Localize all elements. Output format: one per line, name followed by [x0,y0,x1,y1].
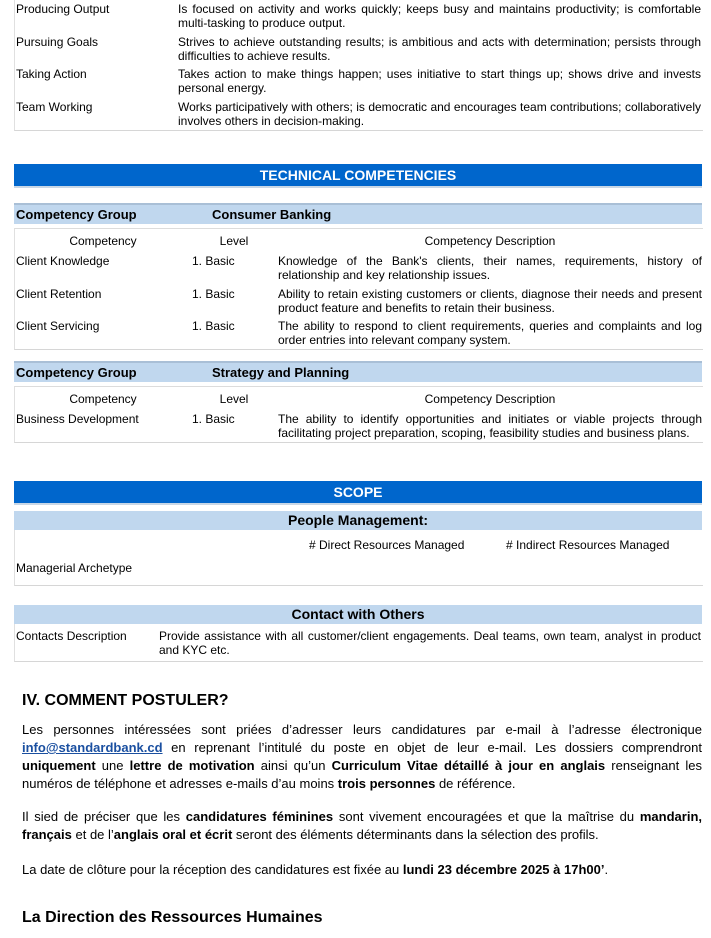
column-header-competency: Competency [69,234,137,248]
behavioural-competencies-table [14,0,703,131]
competency-name: Team Working [16,100,93,114]
competency-table-consumer-banking [14,228,703,350]
apply-paragraph-1 [22,721,702,793]
competency-group-name: Consumer Banking [212,207,332,222]
emphasis: Curriculum Vitae détaillé à jour en anglais [331,758,606,773]
emphasis: uniquement [22,758,96,773]
emphasis: candidatures féminines [185,809,334,824]
competency-description: Is focused on activity and works quickly; keeps busy and maintains productivity; is comfortable multi-tasking to produce output. [178,2,701,30]
text: ainsi qu’un [254,758,332,773]
level-cell: 1. Basic [192,254,235,268]
competency-cell: Business Development [16,412,139,426]
text: . [604,862,609,877]
column-header-level: Level [219,234,249,248]
contact-with-others-header: Contact with Others [14,605,702,624]
people-management-table [14,530,703,586]
technical-competencies-header: TECHNICAL COMPETENCIES [14,164,702,188]
competency-table-strategy-planning [14,386,703,443]
text: sont vivement encouragées et que la maîtrise du [333,809,640,824]
level-cell: 1. Basic [192,287,235,301]
managerial-archetype-label: Managerial Archetype [16,561,133,575]
competency-name: Producing Output [16,2,110,16]
people-management-header: People Management: [14,511,702,530]
emphasis: trois personnes [337,776,436,791]
competency-name: Taking Action [16,67,87,81]
competency-name: Pursuing Goals [16,35,99,49]
scope-header: SCOPE [14,481,702,505]
column-header-competency: Competency [69,392,137,406]
description-cell: The ability to identify opportunities and initiates or viable projects through facilitating project preparation, scoping, feasibility studies and business plans. [278,412,702,440]
description-cell: The ability to respond to client requirements, queries and complaints and log order entries into relevant company system. [278,319,702,347]
indirect-resources-label: # Indirect Resources Managed [506,538,670,552]
competency-description: Strives to achieve outstanding results; is ambitious and acts with determination; persists through difficulties to achieve results. [178,35,701,63]
description-cell: Knowledge of the Bank's clients, their names, requirements, history of relationship and key relationship issues. [278,254,702,282]
signature: La Direction des Ressources Humaines [22,909,323,926]
email-link[interactable]: info@standardbank.cd [22,740,163,755]
competency-cell: Client Knowledge [16,254,110,268]
level-cell: 1. Basic [192,412,235,426]
text: Les personnes intéressées sont priées d’adresser leurs candidatures par e-mail à l’adresse électronique [22,722,702,737]
competency-cell: Client Retention [16,287,102,301]
competency-group-label: Competency Group [16,365,137,380]
column-header-description: Competency Description [424,392,556,406]
text: une [95,758,130,773]
description-cell: Ability to retain existing customers or clients, diagnose their needs and present product feature and benefits to retain their business. [278,287,702,315]
apply-paragraph-2 [22,808,702,844]
direct-resources-label: # Direct Resources Managed [309,538,465,552]
competency-group-name: Strategy and Planning [212,365,350,380]
level-cell: 1. Basic [192,319,235,333]
competency-group-bar [14,203,702,224]
competency-cell: Client Servicing [16,319,100,333]
column-header-level: Level [219,392,249,406]
emphasis: anglais oral et écrit [113,827,233,842]
text: Il sied de préciser que les [22,809,186,824]
text: et de l’ [71,827,114,842]
text: seront des éléments déterminants dans la sélection des profils. [232,827,599,842]
contact-with-others-table [14,624,703,662]
apply-paragraph-3 [22,861,702,879]
text: renseignant les numéros de téléphone et adresses e-mails d’au moins [22,758,702,791]
text: en reprenant l’intitulé du poste en objet de leur e-mail. Les dossiers comprendront [162,740,702,755]
competency-description: Takes action to make things happen; uses initiative to start things up; shows drive and invests personal energy. [178,67,701,95]
competency-group-bar [14,361,702,382]
column-header-description: Competency Description [424,234,556,248]
text: La date de clôture pour la réception des candidatures est fixée au [22,862,403,877]
apply-heading: IV. COMMENT POSTULER? [22,692,229,709]
contacts-description-value: Provide assistance with all customer/client engagements. Deal teams, own team, analyst in product and KYC etc. [159,629,701,657]
emphasis: lundi 23 décembre 2025 à 17h00’ [402,862,605,877]
contacts-description-label: Contacts Description [16,629,127,643]
text: de référence. [435,776,516,791]
competency-group-label: Competency Group [16,207,137,222]
emphasis: lettre de motivation [129,758,255,773]
emphasis: mandarin, français [22,809,702,842]
competency-description: Works participatively with others; is democratic and encourages team contributions; collaboratively involves others in decision-making. [178,100,701,128]
